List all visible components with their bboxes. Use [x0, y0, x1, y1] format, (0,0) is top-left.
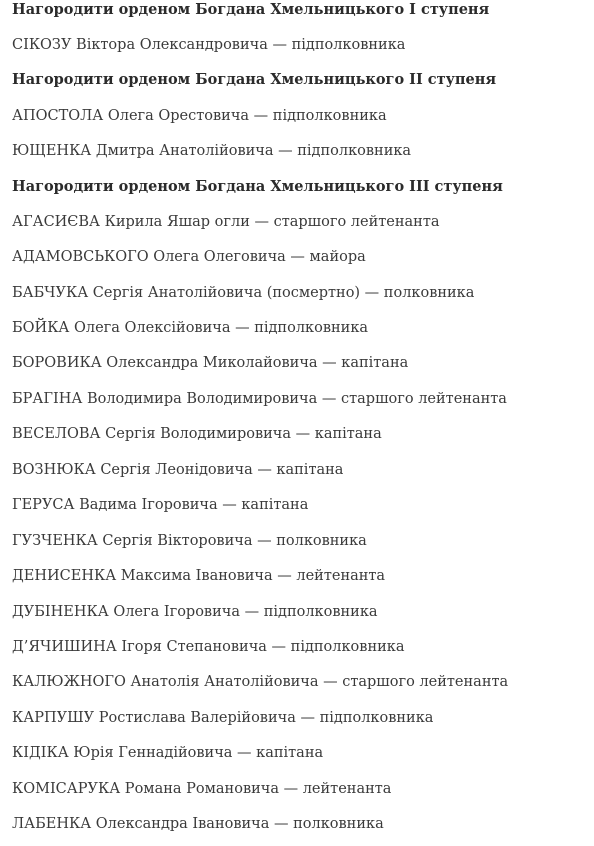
order-heading-1st-degree: Нагородити орденом Богдана Хмельницького І ступеня	[12, 1, 490, 18]
awardee-entry: КОМІСАРУКА Романа Романовича — лейтенанта	[12, 781, 392, 797]
awardee-entry: ДЕНИСЕНКА Максима Івановича — лейтенанта	[12, 568, 386, 584]
awardee-entry: КАЛЮЖНОГО Анатолія Анатолійовича — старшого лейтенанта	[12, 674, 509, 690]
order-heading-3rd-degree: Нагородити орденом Богдана Хмельницького ІІІ ступеня	[12, 178, 503, 195]
awardee-entry: ВЕСЕЛОВА Сергія Володимировича — капітана	[12, 426, 382, 442]
awardee-entry: ВОЗНЮКА Сергія Леонідовича — капітана	[12, 462, 344, 478]
awardee-entry: ГЕРУСА Вадима Ігоровича — капітана	[12, 497, 309, 513]
awardee-entry: Д’ЯЧИШИНА Ігоря Степановича — підполковника	[12, 639, 405, 655]
awardee-entry: АДАМОВСЬКОГО Олега Олеговича — майора	[12, 249, 366, 265]
awardee-entry: БОЙКА Олега Олексійовича — підполковника	[12, 320, 369, 336]
awardee-entry: БРАГІНА Володимира Володимировича — старшого лейтенанта	[12, 391, 507, 407]
awardee-entry: ЮЩЕНКА Дмитра Анатолійовича — підполковника	[12, 143, 412, 159]
awardee-entry: ЛАБЕНКА Олександра Івановича — полковника	[12, 816, 384, 832]
awardee-entry: АГАСИЄВА Кирила Яшар огли — старшого лейтенанта	[12, 214, 440, 230]
awardee-entry: КАРПУШУ Ростислава Валерійовича — підполковника	[12, 710, 434, 726]
awardee-entry: АПОСТОЛА Олега Орестовича — підполковника	[12, 108, 387, 124]
order-heading-2nd-degree: Нагородити орденом Богдана Хмельницького ІІ ступеня	[12, 71, 497, 88]
awardee-entry: БОРОВИКА Олександра Миколайовича — капітана	[12, 355, 409, 371]
awardee-entry: БАБЧУКА Сергія Анатолійовича (посмертно) — полковника	[12, 285, 475, 301]
awardee-entry: ГУЗЧЕНКА Сергія Вікторовича — полковника	[12, 533, 367, 549]
awardee-entry: КІДІКА Юрія Геннадійовича — капітана	[12, 745, 324, 761]
awardee-entry: ДУБІНЕНКА Олега Ігоровича — підполковника	[12, 604, 378, 620]
awardee-entry: СІКОЗУ Віктора Олександровича — підполковника	[12, 37, 406, 53]
